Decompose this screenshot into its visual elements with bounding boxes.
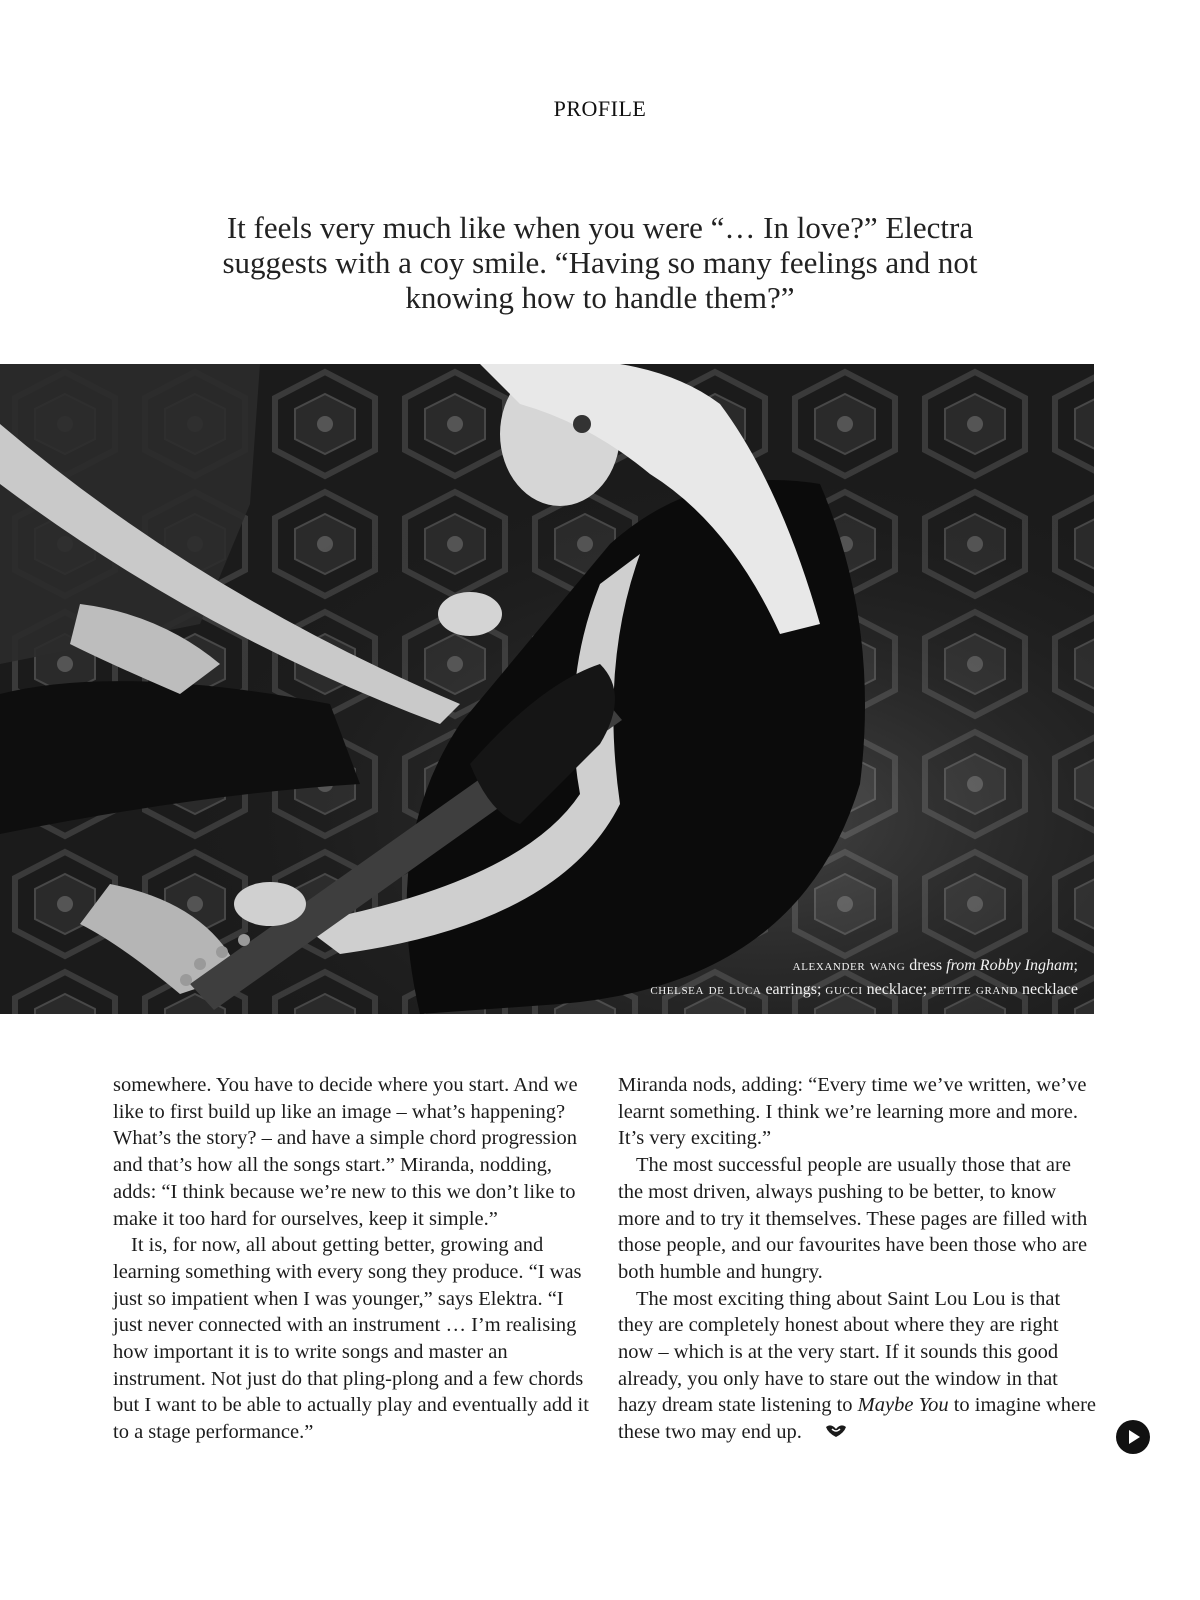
pull-quote: It feels very much like when you were “… In love?” Electra suggests with a coy smile. “Having so many feelings and not knowing how to handle them?”	[222, 210, 978, 315]
photo-illustration	[0, 364, 1094, 1014]
caption-item: necklace;	[866, 981, 928, 998]
body-paragraph	[618, 1286, 1098, 1447]
caption-item: earrings;	[765, 981, 822, 998]
caption-brand: chelsea de luca	[650, 981, 762, 998]
caption-separator: ;	[1073, 957, 1078, 974]
song-title: Maybe You	[857, 1394, 949, 1417]
body-text: The most exciting thing about Saint Lou Lou is that they are completely honest about where they are right now – which is at the very start. If it sounds this good already, you only have to stare out the window in that hazy dream state listening to	[618, 1287, 1061, 1417]
caption-brand: petite grand	[931, 981, 1019, 998]
body-column-left	[113, 1072, 593, 1446]
caption-credit: from Robby Ingham	[946, 957, 1074, 974]
caption-item: necklace	[1022, 981, 1078, 998]
caption-line-2	[650, 978, 1078, 1002]
caption-line-1	[650, 954, 1078, 978]
end-mark-icon	[806, 1420, 848, 1447]
caption-item: dress	[909, 957, 943, 974]
photo-caption	[650, 954, 1078, 1002]
body-paragraph: somewhere. You have to decide where you start. And we like to first build up like an image – what’s happening? What’s the story? – and have a simple chord progression and that’s how all the songs start.” Miranda, nodding, adds: “I think because we’re new to this we don’t like to make it too hard for ourselves, keep it simple.”	[113, 1074, 578, 1230]
body-text: to imagine where these two may end up.	[618, 1394, 1097, 1444]
caption-brand: gucci	[825, 981, 863, 998]
body-paragraph: It is, for now, all about getting better, growing and learning something with every song they produce. “I was just so impatient when I was younger,” says Elektra. “I just never connected with an instrument … I’m realising how important it is to write songs and master an instrument. Not just do that pling-plong and a few chords but I want to be able to actually play and eventually add it to a stage performance.”	[113, 1234, 589, 1444]
body-paragraph: The most successful people are usually those that are the most driven, always pushing to be better, to know more and to try it themselves. These pages are filled with those people, and our favourites have been those who are both humble and hungry.	[618, 1154, 1088, 1283]
feature-photo	[0, 364, 1094, 1014]
caption-brand: alexander wang	[792, 957, 906, 974]
body-column-right	[618, 1072, 1098, 1447]
body-paragraph: Miranda nods, adding: “Every time we’ve written, we’ve learnt something. I think we’re learning more and more. It’s very exciting.”	[618, 1074, 1087, 1150]
section-label: PROFILE	[553, 96, 647, 121]
play-icon	[1129, 1430, 1140, 1444]
play-button[interactable]	[1116, 1420, 1150, 1454]
